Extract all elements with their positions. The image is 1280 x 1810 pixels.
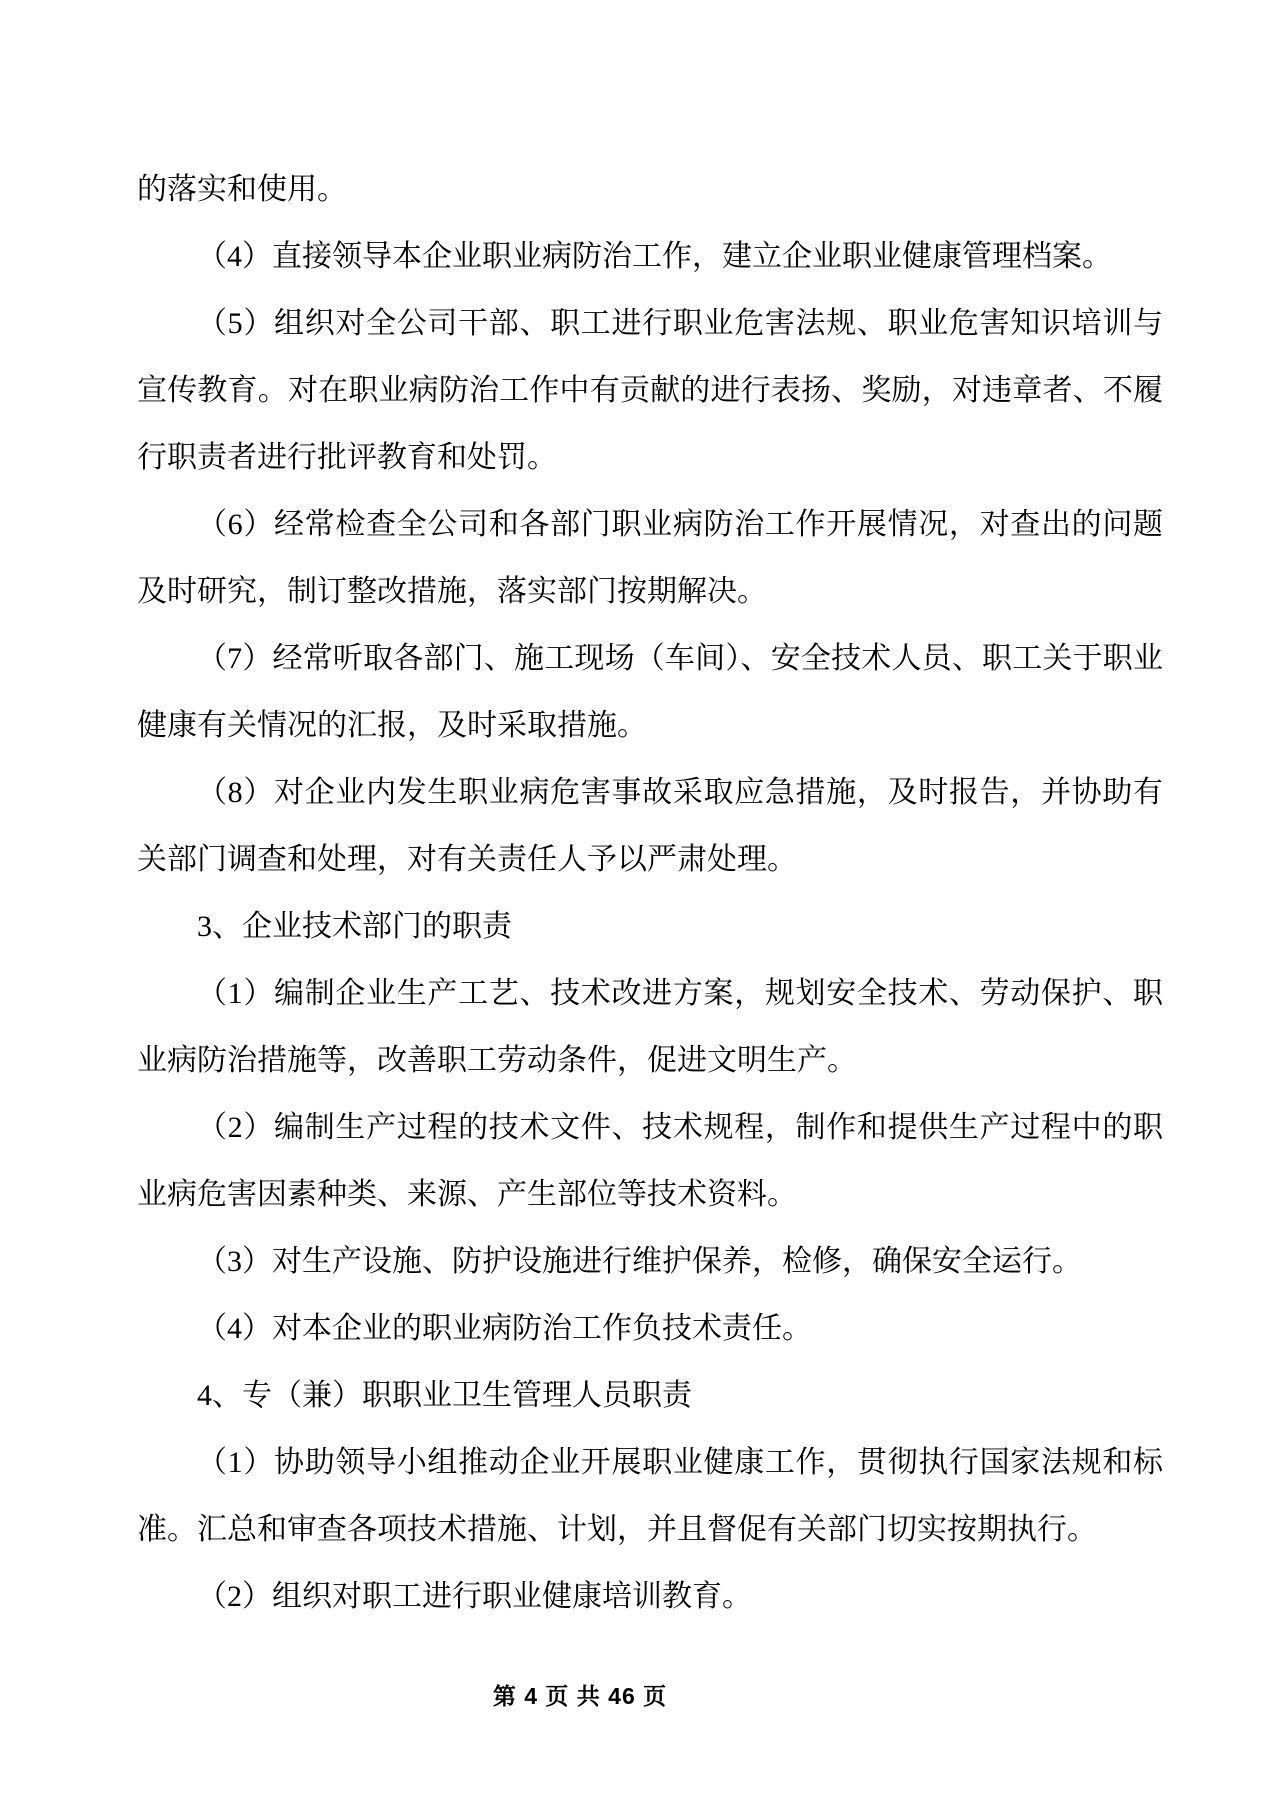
text-line: （3）对生产设施、防护设施进行维护保养，检修，确保安全运行。	[197, 1245, 1082, 1278]
text-line: （6）经常检查全公司和各部门职业病防治工作开展情况，对查出的问题	[197, 508, 1163, 541]
text-line: 关部门调查和处理，对有关责任人予以严肃处理。	[137, 843, 797, 876]
text-line: 健康有关情况的汇报，及时采取措施。	[137, 709, 647, 742]
text-line: 宣传教育。对在职业病防治工作中有贡献的进行表扬、奖励，对违章者、不履	[137, 374, 1163, 407]
text-line: 行职责者进行批评教育和处罚。	[137, 441, 557, 474]
text-line: （7）经常听取各部门、施工现场（车间）、安全技术人员、职工关于职业	[197, 642, 1163, 675]
text-line: 及时研究，制订整改措施，落实部门按期解决。	[137, 575, 767, 608]
text-line: 准。汇总和审查各项技术措施、计划，并且督促有关部门切实按期执行。	[137, 1513, 1097, 1546]
text-line: （8）对企业内发生职业病危害事故采取应急措施，及时报告，并协助有	[197, 776, 1163, 809]
text-line: （2）编制生产过程的技术文件、技术规程，制作和提供生产过程中的职	[197, 1111, 1163, 1144]
section-heading: 4、专（兼）职职业卫生管理人员职责	[197, 1379, 692, 1412]
text-line: （5）组织对全公司干部、职工进行职业危害法规、职业危害知识培训与	[197, 307, 1163, 340]
text-line: 业病危害因素种类、来源、产生部位等技术资料。	[137, 1178, 797, 1211]
text-line: （1）编制企业生产工艺、技术改进方案，规划安全技术、劳动保护、职	[197, 977, 1163, 1010]
text-line: （2）组织对职工进行职业健康培训教育。	[197, 1580, 752, 1613]
text-line: 业病防治措施等，改善职工劳动条件，促进文明生产。	[137, 1044, 857, 1077]
text-line: （1）协助领导小组推动企业开展职业健康工作，贯彻执行国家法规和标	[197, 1446, 1163, 1479]
page-footer: 第 4 页 共 46 页	[492, 1683, 668, 1709]
text-line: （4）对本企业的职业病防治工作负技术责任。	[197, 1312, 812, 1345]
document-body	[137, 156, 1163, 1630]
text-line: （4）直接领导本企业职业病防治工作，建立企业职业健康管理档案。	[197, 240, 1112, 273]
section-heading: 3、企业技术部门的职责	[197, 910, 512, 943]
text-line: 的落实和使用。	[137, 173, 347, 206]
